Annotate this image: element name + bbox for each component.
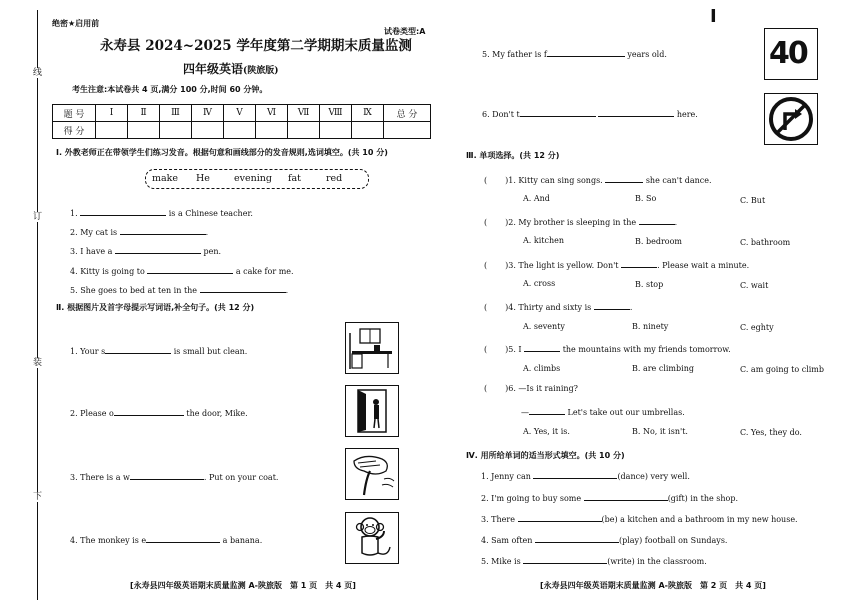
item-text: 6. Don't t — [482, 110, 520, 119]
section2-title: Ⅱ. 根据图片及首字母提示写词语,补全句子。(共 12 分) — [56, 303, 255, 312]
item-text: a kitchen and a bathroom in my new house. — [620, 515, 798, 524]
option-a[interactable]: A. kitchen — [523, 236, 565, 245]
option-c[interactable]: C. am going to climb — [740, 365, 825, 374]
no-turn-sign-icon — [765, 94, 817, 144]
mc-question-1 — [484, 173, 712, 185]
item-text: Kitty is going to — [80, 267, 145, 276]
open-door-picture — [345, 385, 399, 437]
secret-mark: 绝密★启用前 — [52, 19, 100, 28]
subject-title — [183, 60, 279, 77]
age-40-picture — [764, 28, 818, 80]
question-stem: she can't dance. — [645, 176, 712, 185]
item-text: 3. There is a w — [70, 473, 130, 482]
option-b[interactable]: B. No, it isn't. — [632, 427, 688, 436]
item-text: I have a — [80, 247, 113, 256]
option-b[interactable]: B. ninety — [632, 322, 669, 331]
item-text: 5. My father is f — [482, 50, 547, 59]
item-text: 4. The monkey is e — [70, 536, 147, 545]
binding-char-xian: 线 — [33, 68, 43, 78]
answer-paren[interactable]: ( — [484, 345, 488, 354]
mc-question-2 — [484, 215, 677, 227]
mc-question-3 — [484, 258, 749, 270]
no-turning-picture — [764, 93, 818, 145]
score-cell: 题 号 — [53, 105, 96, 122]
answer-blank[interactable] — [115, 244, 201, 254]
answer-blank[interactable] — [533, 469, 617, 479]
s4-item-3 — [481, 512, 798, 524]
windy-picture — [345, 448, 399, 500]
word-hint: (gift) — [667, 494, 688, 503]
answer-paren[interactable]: ( — [484, 218, 488, 227]
score-cell: Ⅷ — [320, 105, 352, 122]
answer-blank[interactable] — [120, 225, 206, 235]
s4-item-5 — [481, 554, 707, 566]
item-number: 3. — [70, 247, 78, 256]
option-b[interactable]: B. So — [635, 194, 657, 203]
word-hint: (dance) — [617, 472, 648, 481]
score-input[interactable] — [128, 122, 160, 139]
word-make: make — [152, 173, 179, 184]
score-cell: Ⅲ — [160, 105, 192, 122]
item-text: . — [205, 228, 209, 237]
s2-item-1 — [70, 344, 247, 356]
score-table — [52, 104, 431, 139]
door-icon — [346, 386, 398, 436]
s2-item-4 — [70, 533, 262, 545]
s4-item-1 — [481, 469, 690, 481]
answer-paren[interactable]: ( — [484, 261, 488, 270]
question-stem: . — [629, 303, 633, 312]
answer-blank[interactable] — [605, 173, 643, 183]
score-header-row — [53, 105, 431, 122]
mc-question-6-line2: — Let's take out our umbrellas. — [521, 405, 685, 417]
answer-blank[interactable] — [535, 533, 619, 543]
item-number: 2. — [70, 228, 78, 237]
answer-blank[interactable] — [80, 206, 166, 216]
score-input[interactable] — [256, 122, 288, 139]
monkey-picture — [345, 512, 399, 564]
mc-question-6 — [484, 384, 578, 393]
item-text: in the classroom. — [637, 557, 707, 566]
score-cell: 得 分 — [53, 122, 96, 139]
option-a[interactable]: A. And — [523, 194, 550, 203]
score-value-row — [53, 122, 431, 139]
footer-page2: [永寿县四年级英语期末质量监测 A-陕旅版 第 2 页 共 4 页] — [540, 581, 766, 590]
answer-blank[interactable] — [621, 258, 657, 268]
question-stem: )5. I — [505, 345, 522, 354]
item-text: . — [285, 286, 289, 295]
s2-item-3 — [70, 470, 278, 482]
answer-blank[interactable] — [146, 533, 220, 543]
word-hint: (write) — [607, 557, 635, 566]
answer-blank[interactable] — [598, 107, 674, 117]
word-red: red — [326, 173, 343, 184]
s1-item-1 — [70, 206, 253, 218]
option-c[interactable]: C. bathroom — [740, 238, 791, 247]
word-hint: (play) — [618, 536, 643, 545]
answer-blank[interactable] — [639, 215, 675, 225]
s1-item-5 — [70, 283, 288, 295]
item-text: years old. — [627, 50, 667, 59]
question-stem: )6. —Is it raining? — [505, 384, 578, 393]
binding-char-zhuang: 装 — [33, 358, 43, 368]
item-text: 1. Your s — [70, 347, 106, 356]
item-text: 3. There — [481, 515, 515, 524]
item-text: is small but clean. — [173, 347, 248, 356]
answer-blank[interactable] — [114, 406, 184, 416]
question-stem: )2. My brother is sleeping in the — [505, 218, 637, 227]
option-a[interactable]: A. seventy — [523, 322, 565, 331]
answer-blank[interactable] — [594, 300, 630, 310]
option-b[interactable]: B. are climbing — [632, 364, 694, 373]
item-number: 5. — [70, 286, 78, 295]
s1-item-3 — [70, 244, 221, 256]
study-room-icon — [346, 323, 398, 373]
section4-title: Ⅳ. 用所给单词的适当形式填空。(共 10 分) — [466, 451, 625, 460]
question-stem: the mountains with my friends tomorrow. — [562, 345, 731, 354]
p2-item-5 — [482, 47, 667, 59]
option-a[interactable]: A. climbs — [523, 364, 561, 373]
s4-item-4 — [481, 533, 727, 545]
option-b[interactable]: B. stop — [635, 280, 664, 289]
mc-question-5 — [484, 342, 731, 354]
score-input[interactable] — [384, 122, 431, 139]
question-stem: . Please wait a minute. — [657, 261, 750, 270]
s1-item-2 — [70, 225, 208, 237]
score-cell: Ⅸ — [352, 105, 384, 122]
answer-paren[interactable]: ( — [484, 303, 488, 312]
item-text: is a Chinese teacher. — [168, 209, 253, 218]
exam-title: 永寿县 2024~2025 学年度第二学期期末质量监测 — [100, 38, 412, 54]
item-text: football on Sundays. — [644, 536, 728, 545]
answer-blank[interactable] — [200, 283, 286, 293]
corner-mark: I — [710, 6, 717, 27]
score-cell: Ⅰ — [96, 105, 128, 122]
answer-blank[interactable] — [529, 405, 565, 415]
s2-item-2 — [70, 406, 248, 418]
score-cell: Ⅶ — [288, 105, 320, 122]
word-hint: (be) — [601, 515, 618, 524]
question-stem: Let's take out our umbrellas. — [567, 408, 685, 417]
item-text: . Put on your coat. — [203, 473, 279, 482]
s1-item-4 — [70, 264, 294, 276]
item-text: very well. — [650, 472, 690, 481]
answer-paren[interactable]: ( — [484, 176, 488, 185]
item-text: pen. — [203, 247, 222, 256]
item-text: a banana. — [222, 536, 263, 545]
option-b[interactable]: B. bedroom — [635, 237, 682, 246]
monkey-icon — [346, 513, 398, 563]
item-text: here. — [676, 110, 698, 119]
binding-char-xia: 下 — [33, 492, 43, 502]
score-input[interactable] — [192, 122, 224, 139]
s4-item-2 — [481, 491, 738, 503]
item-text: 4. Sam often — [481, 536, 533, 545]
option-c[interactable]: C. wait — [740, 281, 769, 290]
paper-type: 试卷类型:A — [384, 27, 426, 36]
option-c[interactable]: C. Yes, they do. — [740, 428, 802, 437]
answer-paren[interactable]: ( — [484, 384, 488, 393]
windy-tree-icon — [346, 449, 398, 499]
score-cell: Ⅵ — [256, 105, 288, 122]
question-stem: )1. Kitty can sing songs. — [505, 176, 603, 185]
question-stem: )3. The light is yellow. Don't — [505, 261, 619, 270]
p2-item-6 — [482, 107, 698, 119]
score-cell: Ⅳ — [192, 105, 224, 122]
score-input[interactable] — [96, 122, 128, 139]
answer-blank[interactable] — [105, 344, 171, 354]
answer-blank[interactable] — [520, 107, 596, 117]
candidate-notice: 考生注意:本试卷共 4 页,满分 100 分,时间 60 分钟。 — [72, 85, 268, 94]
score-cell: Ⅱ — [128, 105, 160, 122]
edition: (陕旅版) — [243, 66, 279, 76]
item-text: She goes to bed at ten in the — [80, 286, 198, 295]
option-c[interactable]: C. eghty — [740, 323, 774, 332]
subject-name: 四年级英语 — [183, 62, 244, 76]
answer-blank[interactable] — [524, 342, 560, 352]
item-text: a cake for me. — [235, 267, 294, 276]
word-bank — [145, 169, 369, 189]
item-text: in the shop. — [690, 494, 738, 503]
option-a[interactable]: A. Yes, it is. — [523, 427, 570, 436]
option-c[interactable]: C. But — [740, 196, 766, 205]
question-stem: . — [674, 218, 678, 227]
item-number: 4. — [70, 267, 78, 276]
option-a[interactable]: A. cross — [523, 279, 556, 288]
answer-blank[interactable] — [147, 264, 233, 274]
study-room-picture — [345, 322, 399, 374]
word-evening: evening — [234, 173, 272, 184]
item-text: 5. Mike is — [481, 557, 521, 566]
score-input[interactable] — [288, 122, 320, 139]
item-text: 1. Jenny can — [481, 472, 531, 481]
answer-blank[interactable] — [518, 512, 602, 522]
item-text: the door, Mike. — [186, 409, 248, 418]
item-text: 2. Please o — [70, 409, 114, 418]
answer-blank[interactable] — [523, 554, 607, 564]
section1-title: Ⅰ. 外教老师正在带领学生们练习发音。根据句意和画线部分的发音规则,选词填空。(共 10 分) — [56, 148, 388, 157]
section3-title: Ⅲ. 单项选择。(共 12 分) — [466, 151, 560, 160]
answer-blank[interactable] — [547, 47, 625, 57]
score-cell: Ⅴ — [224, 105, 256, 122]
item-number: 1. — [70, 209, 78, 218]
item-text: 2. I'm going to buy some — [481, 494, 582, 503]
answer-blank[interactable] — [130, 470, 204, 480]
score-input[interactable] — [320, 122, 352, 139]
word-he: He — [196, 173, 210, 184]
footer-page1: [永寿县四年级英语期末质量监测 A-陕旅版 第 1 页 共 4 页] — [130, 581, 356, 590]
binding-char-ding: 订 — [33, 212, 43, 222]
answer-blank[interactable] — [584, 491, 668, 501]
score-input[interactable] — [160, 122, 192, 139]
item-text: My cat is — [80, 228, 118, 237]
question-stem: )4. Thirty and sixty is — [505, 303, 592, 312]
word-fat: fat — [288, 173, 301, 184]
mc-question-4 — [484, 300, 632, 312]
score-input[interactable] — [352, 122, 384, 139]
score-input[interactable] — [224, 122, 256, 139]
score-cell: 总 分 — [384, 105, 431, 122]
number-40: 40 — [769, 36, 807, 71]
